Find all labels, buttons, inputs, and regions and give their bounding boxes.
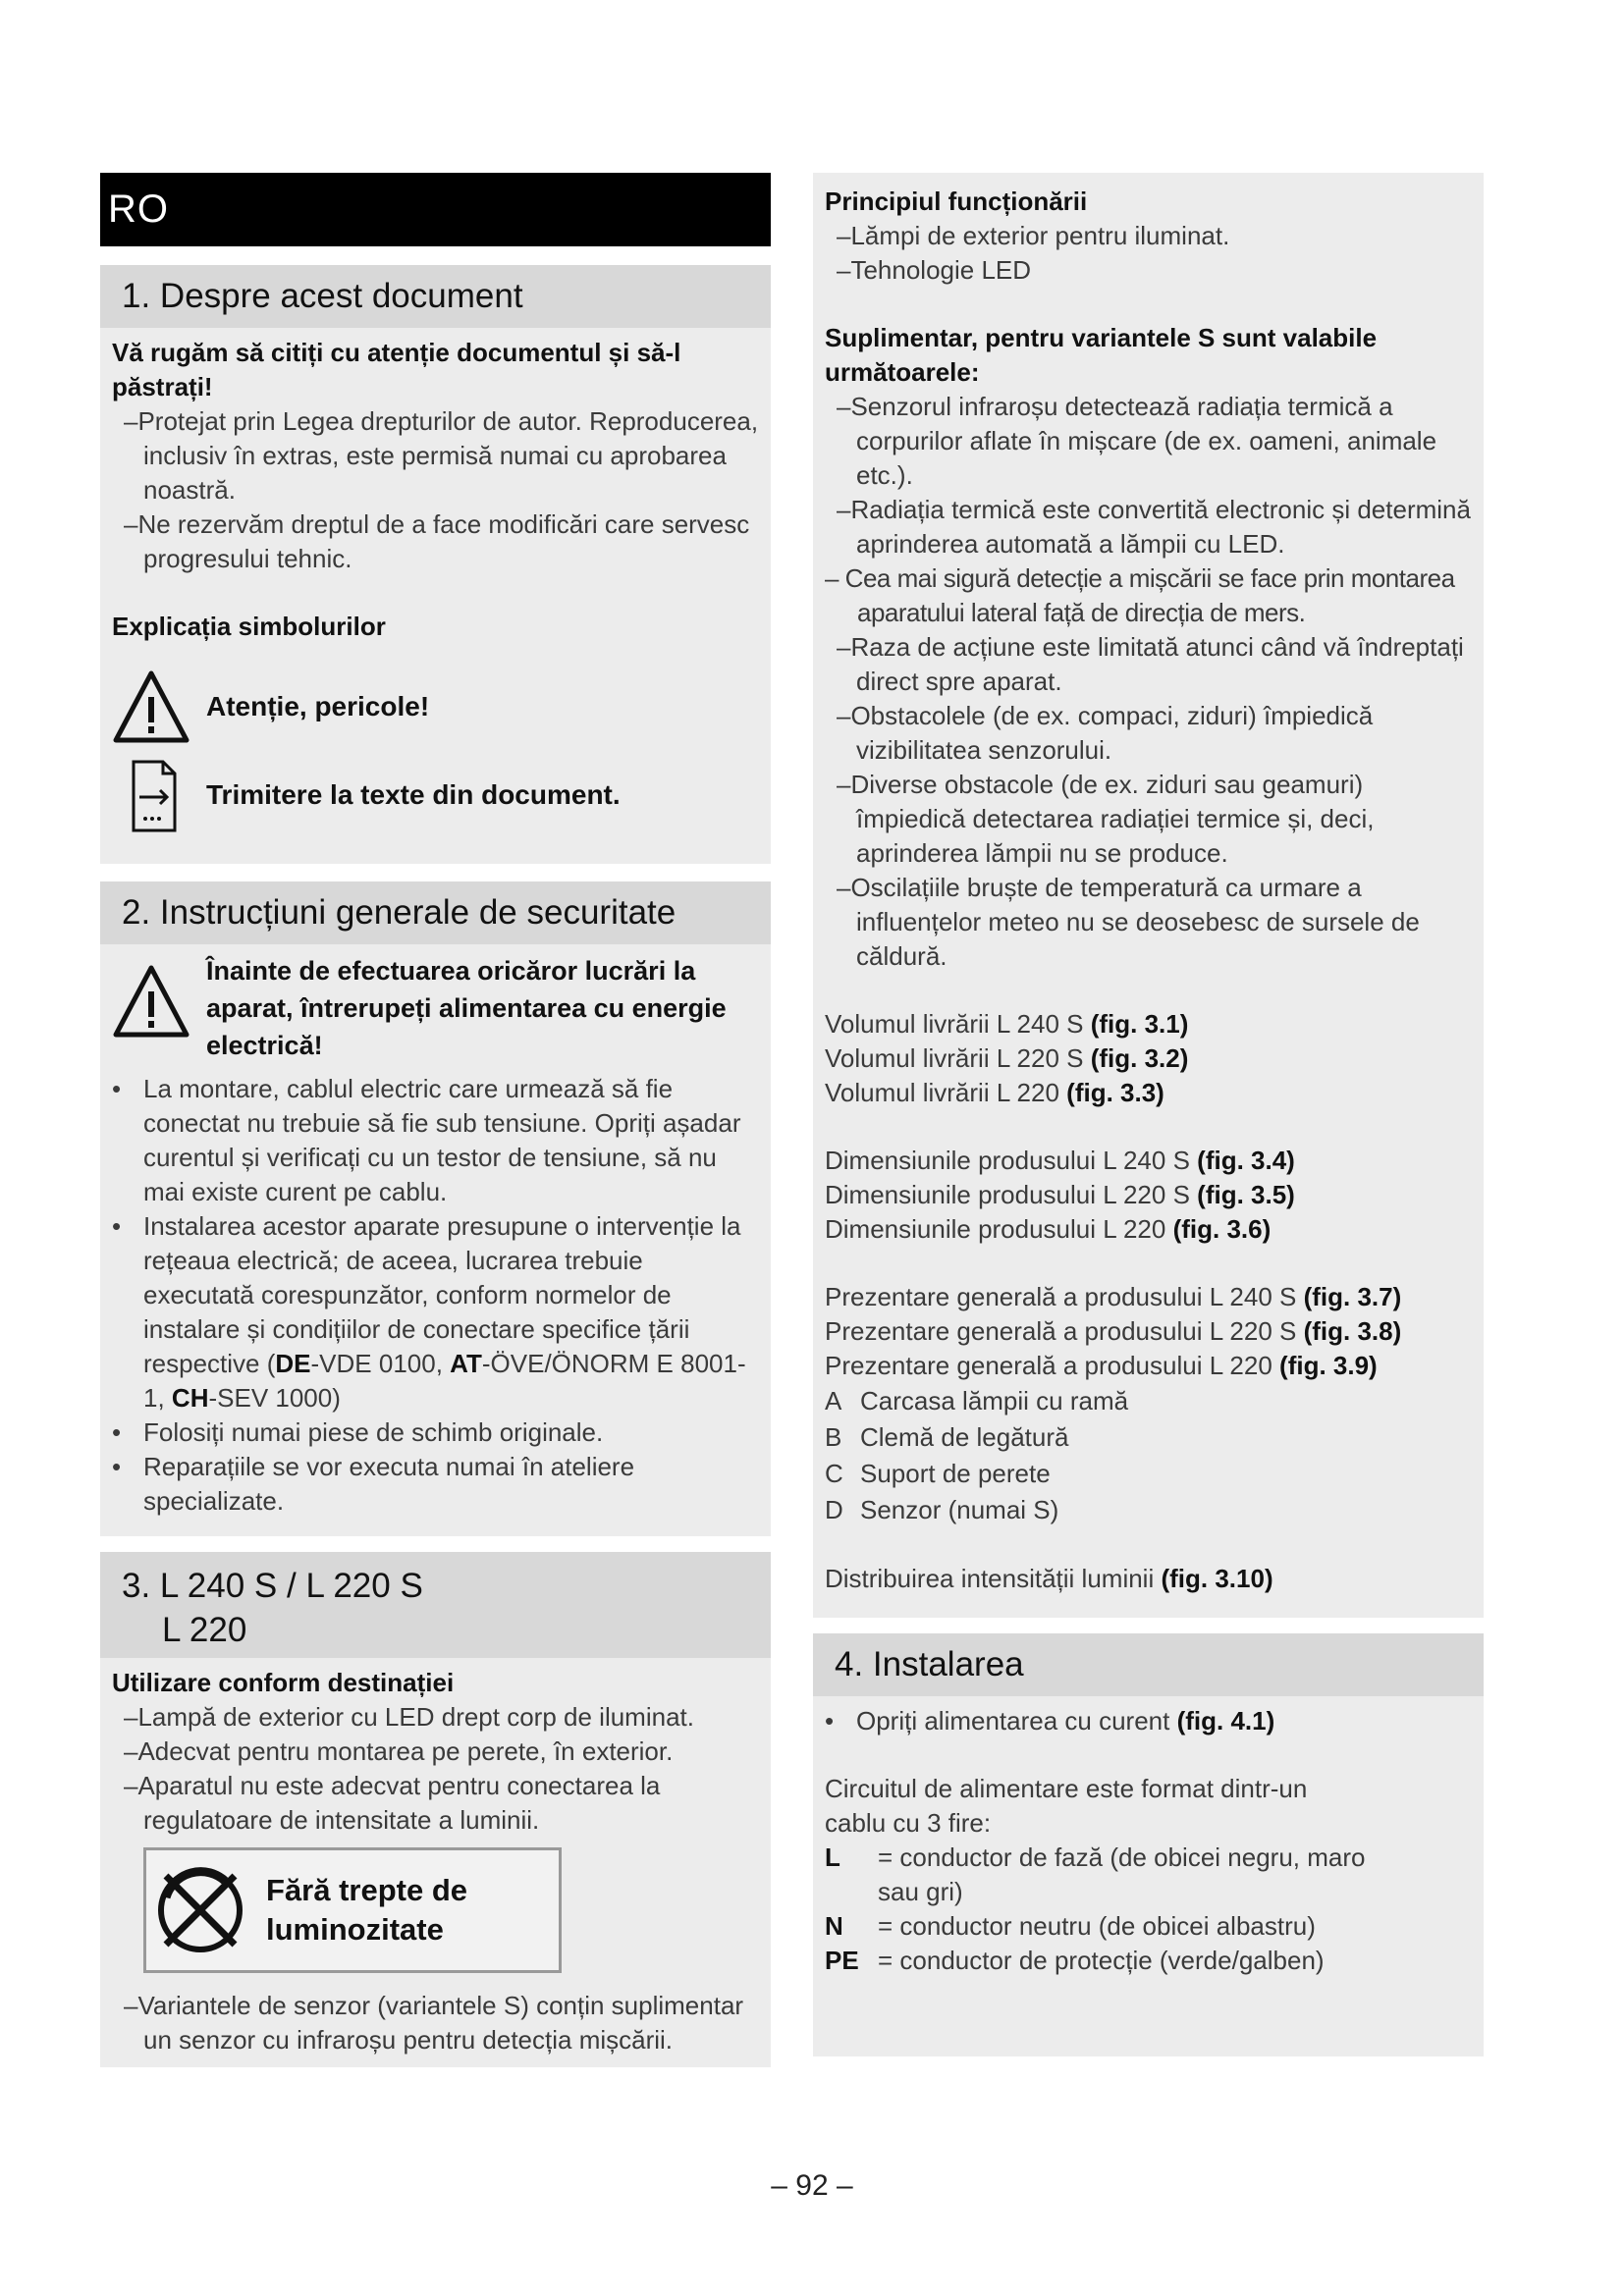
wire-row: N = conductor neutru (de obicei albastru): [825, 1911, 1316, 1941]
s1-item: –Protejat prin Legea drepturilor de autor. Reproducerea, inclusiv în extras, este permisă numai cu aprobarea noastră.: [124, 406, 759, 505]
section-1-title: 1. Despre acest document: [100, 265, 771, 328]
legend-item: C Suport de perete: [825, 1459, 1051, 1488]
overview-line: Prezentare generală a produsului L 220 (fig. 3.9): [825, 1351, 1378, 1380]
left-column: [100, 173, 771, 2067]
no-dimmer-icon: [146, 1856, 254, 1964]
principle-heading: Principiul funcționării: [825, 187, 1088, 216]
symbol-reference-row: [112, 756, 759, 834]
legend-item: B Clemă de legătură: [825, 1422, 1069, 1452]
section-3: [100, 1552, 771, 2067]
language-badge: RO: [100, 173, 771, 246]
s2-warning-text: Înainte de efectuarea oricăror lucrări la aparat, întrerupeți alimentarea cu energie electrică!: [206, 956, 727, 1060]
section-2-title: 2. Instrucțiuni generale de securitate: [100, 881, 771, 944]
delivery-line: Volumul livrării L 220 S (fig. 3.2): [825, 1043, 1189, 1073]
circuit-description: Circuitul de alimentare este format dintr-un cablu cu 3 fire:: [825, 1774, 1308, 1838]
s1-item: –Ne rezervăm dreptul de a face modificări care servesc progresului tehnic.: [124, 509, 750, 573]
no-dimming-label: Fără trepte de luminozitate: [266, 1873, 468, 1947]
section-4: [813, 1633, 1484, 2056]
s4-bullet: • Opriți alimentarea cu curent (fig. 4.1): [825, 1704, 1472, 1738]
dimension-line: Dimensiunile produsului L 220 (fig. 3.6): [825, 1214, 1272, 1244]
dimension-line: Dimensiunile produsului L 220 S (fig. 3.5): [825, 1180, 1295, 1209]
section-2: [100, 881, 771, 1536]
wire-row: PE = conductor de protecție (verde/galben): [825, 1946, 1325, 1975]
symbol-danger-row: [112, 667, 759, 746]
principle-item: –Lămpi de exterior pentru iluminat.: [837, 221, 1230, 250]
s-variant-item: –Obstacolele (de ex. compaci, ziduri) împiedică vizibilitatea senzorului.: [837, 701, 1374, 765]
symbol-danger-label: Atenție, pericole!: [206, 691, 430, 721]
s2-bullet-standards: • Instalarea acestor aparate presupune o intervenție la rețeaua electrică; de aceea, lucrarea trebuie executată corespunzător, conform normelor de instalare și condițiilor de conectare specifice țării respective (DE-VDE 0100, AT-ÖVE/ÖNORM E 8001-1, CH-SEV 1000): [112, 1209, 759, 1415]
section-1: [100, 265, 771, 864]
page-number: – 92 –: [771, 2169, 853, 2202]
warning-triangle-icon: [112, 962, 190, 1041]
section-3-title: 3. L 240 S / L 220 S L 220: [100, 1552, 771, 1658]
section-3-continued: [813, 173, 1484, 1618]
overview-line: Prezentare generală a produsului L 220 S (fig. 3.8): [825, 1316, 1402, 1346]
legend-item: D Senzor (numai S): [825, 1495, 1059, 1524]
s-variant-item: – Cea mai sigură detecție a mișcării se face prin montarea aparatului lateral față de direcția de mers.: [825, 563, 1455, 627]
s-variant-item: –Oscilațiile bruște de temperatură ca urmare a influențelor meteo nu se deosebesc de sursele de căldură.: [837, 873, 1420, 971]
sensor-variant-item: –Variantele de senzor (variantele S) conțin suplimentar un senzor cu infraroșu pentru detecția mișcării.: [124, 1991, 744, 2055]
wire-row: L = conductor de fază (de obicei negru, maro sau gri): [825, 1842, 1366, 1906]
symbols-heading: Explicația simbolurilor: [112, 612, 386, 641]
s1-intro: Vă rugăm să citiți cu atenție documentul și să-l păstrați!: [112, 338, 681, 401]
warning-triangle-icon: [112, 667, 190, 746]
s-variant-heading: Suplimentar, pentru variantele S sunt valabile următoarele:: [825, 323, 1378, 387]
intended-use-heading: Utilizare conform destinației: [112, 1668, 455, 1697]
symbol-reference-label: Trimitere la texte din document.: [206, 779, 621, 810]
section-4-title: 4. Instalarea: [813, 1633, 1484, 1696]
s2-bullet: • Reparațiile se vor executa numai în ateliere specializate.: [112, 1450, 759, 1519]
principle-item: –Tehnologie LED: [837, 255, 1032, 285]
s-variant-item: –Diverse obstacole (de ex. ziduri sau geamuri) împiedică detectarea radiației termice și, deci, aprinderea lămpii nu se produce.: [837, 770, 1375, 868]
s2-warning-row: [112, 952, 759, 1064]
use-item: –Adecvat pentru montarea pe perete, în exterior.: [124, 1736, 674, 1766]
s-variant-item: –Radiația termică este convertită electronic și determină aprinderea automată a lămpii cu LED.: [837, 495, 1471, 559]
light-distribution-line: Distribuirea intensității luminii (fig. 3.10): [825, 1564, 1273, 1593]
use-item: –Lampă de exterior cu LED drept corp de iluminat.: [124, 1702, 694, 1732]
use-item: –Aparatul nu este adecvat pentru conectarea la regulatoare de intensitate a luminii.: [124, 1771, 661, 1835]
legend-item: A Carcasa lămpii cu ramă: [825, 1386, 1129, 1415]
delivery-line: Volumul livrării L 220 (fig. 3.3): [825, 1078, 1164, 1107]
s-variant-item: –Senzorul infraroșu detectează radiația termică a corpurilor aflate în mișcare (de ex. oameni, animale etc.).: [837, 392, 1437, 490]
document-reference-icon: [112, 756, 190, 834]
no-dimming-box: [143, 1847, 562, 1973]
s-variant-item: –Raza de acțiune este limitată atunci când vă îndreptați direct spre aparat.: [837, 632, 1464, 696]
delivery-line: Volumul livrării L 240 S (fig. 3.1): [825, 1009, 1189, 1039]
overview-line: Prezentare generală a produsului L 240 S (fig. 3.7): [825, 1282, 1402, 1311]
right-column: [813, 173, 1484, 2056]
dimension-line: Dimensiunile produsului L 240 S (fig. 3.4): [825, 1146, 1295, 1175]
s2-bullet: • Folosiți numai piese de schimb originale.: [112, 1415, 759, 1450]
s2-bullet: • La montare, cablul electric care urmează să fie conectat nu trebuie să fie sub tensiune. Opriți așadar curentul și verificați cu un testor de tensiune, să nu mai existe curent pe cablu.: [112, 1072, 759, 1209]
